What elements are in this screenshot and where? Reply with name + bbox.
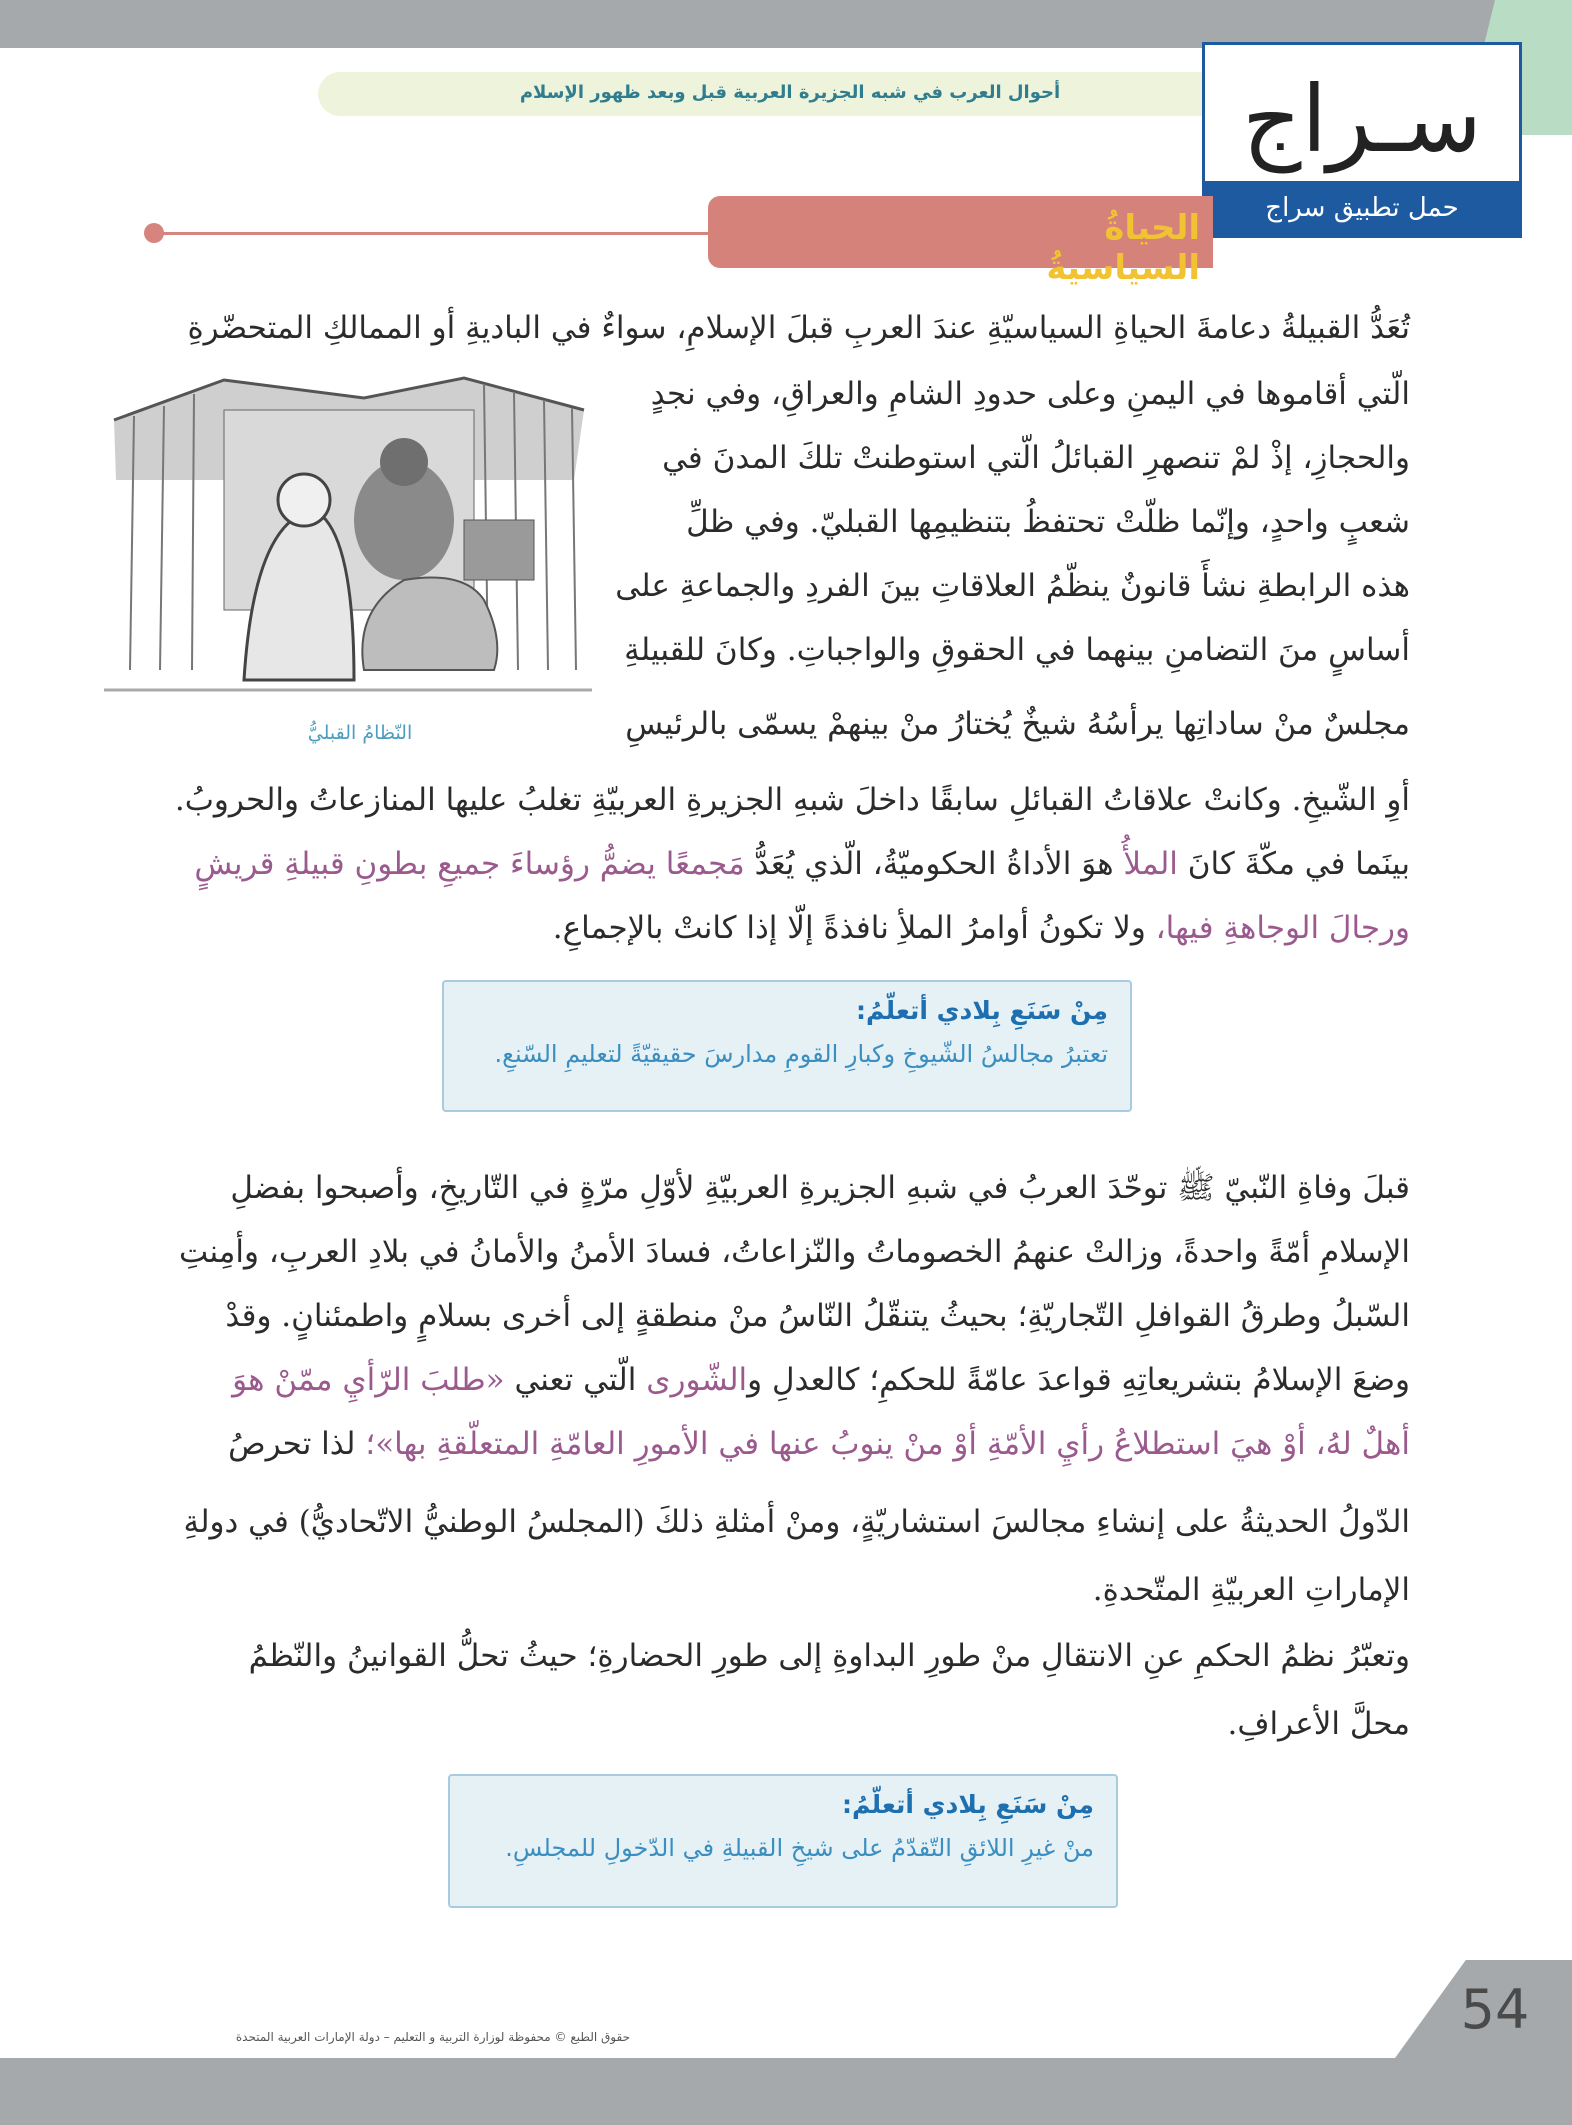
siraj-logo[interactable] — [1202, 42, 1522, 238]
paragraph-line: تُعَدُّ القبيلةُ دعامةَ الحياةِ السياسيّةِ عندَ العربِ قبلَ الإسلامِ، سواءٌ في الباديةِ أو الممالكِ المتحضّرةِ — [187, 310, 1410, 346]
shura-text: الّتي تعني — [504, 1362, 647, 1398]
section-rule-dot — [144, 223, 164, 243]
paragraph-line: مجلسٌ منْ ساداتِها يرأسُهُ شيخٌ يُختارُ منْ بينهمْ يسمّى بالرئيسِ — [625, 706, 1410, 742]
mala-text: بينَما في مكّةَ كانَ — [1177, 846, 1410, 882]
paragraph-line: وتعبّرُ نظمُ الحكمِ عنِ الانتقالِ منْ طورِ البداوةِ إلى طورِ الحضارةِ؛ حيثُ تحلُّ القوانينُ والنّظمُ — [248, 1638, 1410, 1674]
note-text: منْ غيرِ اللائقِ التّقدّمُ على شيخِ القبيلةِ في الدّخولِ للمجلسِ. — [505, 1834, 1094, 1862]
page-number: 54 — [1460, 1978, 1530, 2041]
paragraph-line: قبلَ وفاةِ النّبيّ ﷺ توحّدَ العربُ في شبهِ الجزيرةِ العربيّةِ لأوّلِ مرّةٍ في التّاريخِ، وأصبحوا بفضلِ — [230, 1170, 1410, 1206]
mala-term: الملأُ — [1123, 846, 1178, 882]
paragraph-line: الإماراتِ العربيّةِ المتّحدةِ. — [1092, 1572, 1410, 1608]
note-box — [442, 980, 1132, 1112]
logo-wordmark: سـراج — [1242, 66, 1482, 173]
shura-term: الشّورى — [646, 1362, 748, 1398]
paragraph-line: أساسٍ منَ التضامنِ بينهما في الحقوقِ والواجباتِ. وكانَ للقبيلةِ — [624, 632, 1410, 668]
mala-line — [194, 834, 1410, 894]
paragraph-line: الإسلامِ أمّةً واحدةً، وزالتْ عنهمُ الخصوماتُ والنّزاعاتُ، فسادَ الأمنُ والأمانُ في بلادِ العربِ، وأمِنتِ — [179, 1234, 1410, 1270]
bedouin-tent-illustration — [104, 370, 592, 710]
mala-line — [553, 898, 1410, 958]
paragraph-line: هذه الرابطةِ نشأَ قانونٌ ينظّمُ العلاقاتِ بينَ الفردِ والجماعةِ على — [615, 568, 1410, 604]
paragraph-line: الّتي أقاموها في اليمنِ وعلى حدودِ الشامِ والعراقِ، وفي نجدٍ — [650, 376, 1410, 412]
paragraph-line: والحجازِ، إذْ لمْ تنصهرِ القبائلُ الّتي استوطنتْ تلكَ المدنَ في — [662, 440, 1410, 476]
shura-text: وضعَ الإسلامُ بتشريعاتِهِ قواعدَ عامّةً للحكمِ؛ كالعدلِ و — [747, 1362, 1410, 1398]
section-title: الحياةُ السياسيةُ — [1046, 208, 1200, 288]
shura-text: لذا تحرصُ — [228, 1426, 366, 1462]
bottom-band — [0, 2058, 1572, 2125]
paragraph-line: السّبلُ وطرقُ القوافلِ التّجاريّةِ؛ بحيثُ يتنقّلُ النّاسُ منْ منطقةٍ إلى أخرى بسلامٍ واطمئنانٍ. وقدْ — [225, 1298, 1410, 1334]
note-text: تعتبرُ مجالسُ الشّيوخِ وكبارِ القومِ مدارسَ حقيقيّةً لتعليمِ السّنعِ. — [494, 1040, 1108, 1068]
shura-line — [232, 1350, 1410, 1410]
note-title: مِنْ سَنَعِ بِلادي أتعلّمُ: — [856, 996, 1108, 1025]
paragraph-line: الدّولُ الحديثةُ على إنشاءِ مجالسَ استشاريّةٍ، ومنْ أمثلةِ ذلكَ (المجلسُ الوطنيُّ الاتّحاديُّ) في دولةِ — [183, 1504, 1410, 1540]
mala-definition: مَجمعًا يضمُّ رؤساءَ جميعِ بطونِ قبيلةِ قريشٍ — [194, 846, 745, 882]
unit-title: أحوال العرب في شبه الجزيرة العربية قبل وبعد ظهور الإسلام — [519, 82, 1061, 103]
shura-line — [228, 1414, 1410, 1474]
copyright-notice: حقوق الطبع © محفوظة لوزارة التربية و التعليم – دولة الإمارات العربية المتحدة — [235, 2030, 630, 2044]
paragraph-line: أوِ الشّيخِ. وكانتْ علاقاتُ القبائلِ سابقًا داخلَ شبهِ الجزيرةِ العربيّةِ تغلبُ عليها المنازعاتُ والحروبُ. — [174, 782, 1410, 818]
note-box — [448, 1774, 1118, 1908]
shura-definition: أهلٌ لهُ، أوْ هيَ استطلاعُ رأيِ الأمّةِ أوْ منْ ينوبُ عنها في الأمورِ العامّةِ المتعلّقةِ بها»؛ — [365, 1426, 1410, 1462]
illustration-caption: النّظامُ القبليُّ — [307, 722, 413, 744]
paragraph-line: محلَّ الأعرافِ. — [1227, 1706, 1410, 1742]
mala-text: هوَ الأداةُ الحكوميّةُ، الّذي يُعَدُّ — [744, 846, 1124, 882]
note-title: مِنْ سَنَعِ بِلادي أتعلّمُ: — [842, 1790, 1094, 1819]
logo-tagline: حمل تطبيق سراج — [1205, 181, 1519, 235]
shura-definition: «طلبَ الرّأيِ ممّنْ هوَ — [232, 1362, 505, 1398]
top-band — [0, 0, 1572, 48]
paragraph-line: شعبٍ واحدٍ، وإنّما ظلّتْ تحتفظُ بتنظيمِها القبليّ. وفي ظلِّ — [686, 504, 1410, 540]
mala-text: ولا تكونُ أوامرُ الملأِ نافذةً إلّا إذا كانتْ بالإجماعِ. — [552, 910, 1156, 946]
section-rule — [160, 232, 720, 235]
mala-definition: ورجالَ الوجاهةِ فيها، — [1155, 910, 1410, 946]
